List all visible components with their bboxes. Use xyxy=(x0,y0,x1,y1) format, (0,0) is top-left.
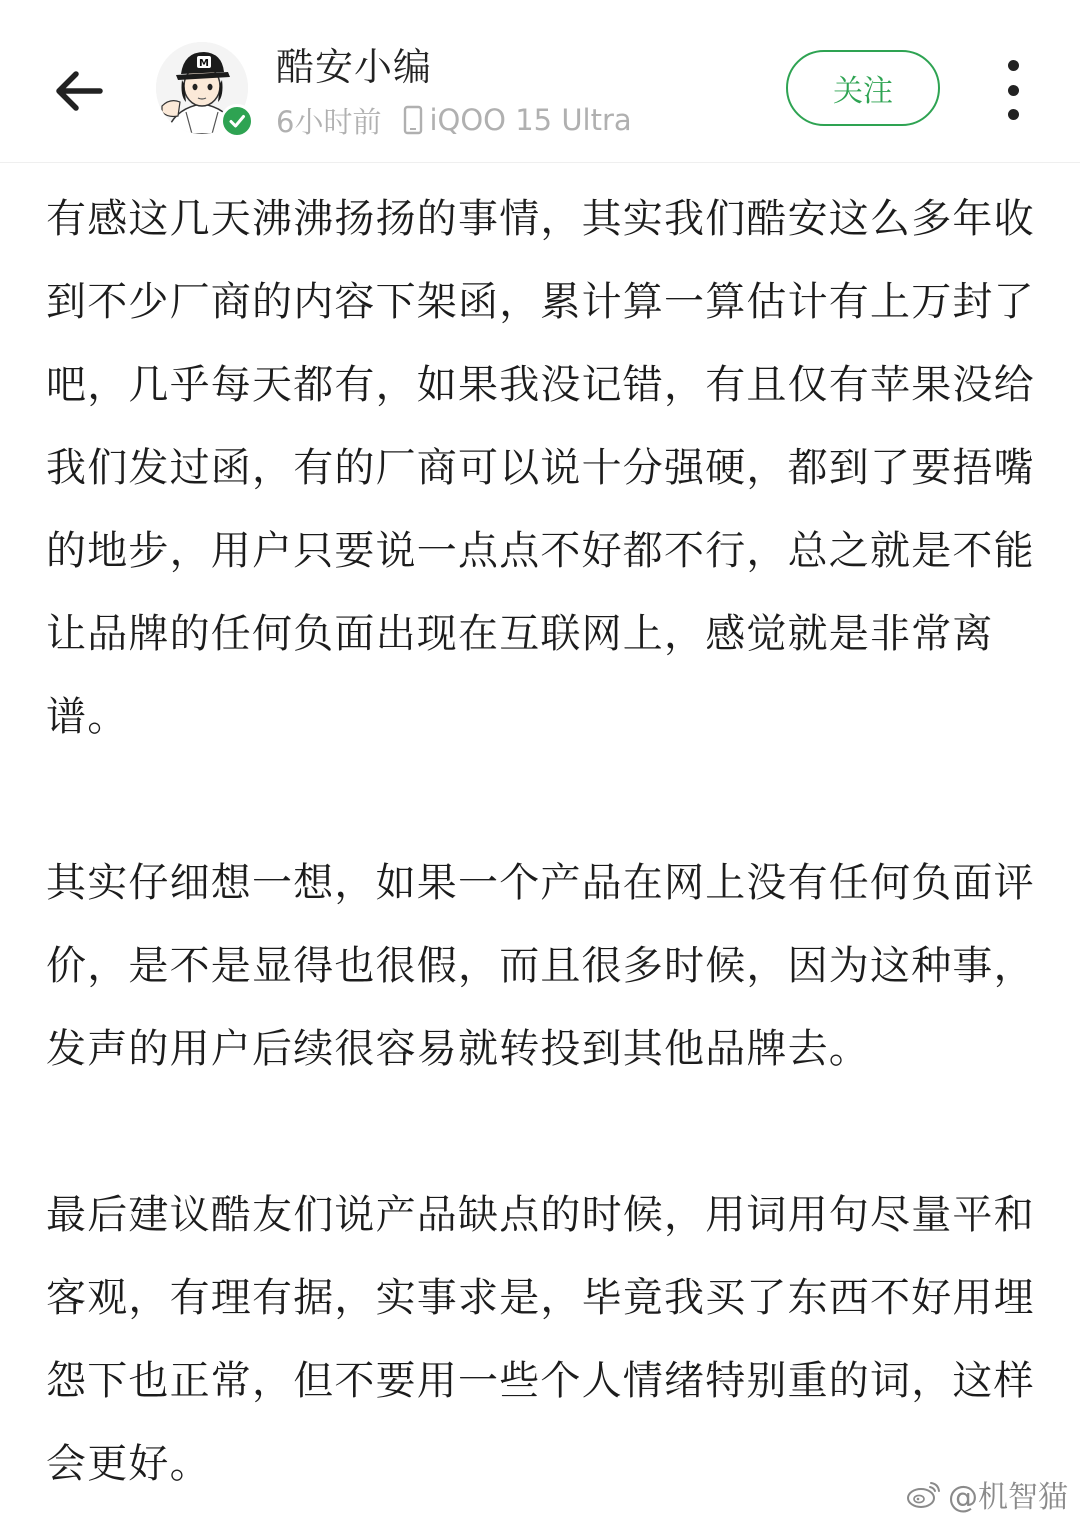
svg-text:M: M xyxy=(199,58,209,69)
post-time: 6小时前 xyxy=(276,104,382,139)
post-paragraph: 最后建议酷友们说产品缺点的时候，用词用句尽量平和客观，有理有据，实事求是，毕竟我买了东西不好用埋怨下也正常，但不要用一些个人情绪特别重的词，这样会更好。 xyxy=(46,1192,1035,1487)
arrow-left-icon xyxy=(54,70,104,112)
post-paragraph: 其实仔细想一想，如果一个产品在网上没有任何负面评价，是不是显得也很假，而且很多时候，因为这种事，发声的用户后续很容易就转投到其他品牌去。 xyxy=(46,860,1035,1072)
verified-check-icon xyxy=(220,104,254,138)
post-header xyxy=(0,0,1080,163)
device-name: iQOO 15 Ultra xyxy=(429,103,632,137)
author-name[interactable]: 酷安小编 xyxy=(276,45,433,89)
follow-button[interactable]: 关注 xyxy=(786,50,940,126)
watermark xyxy=(906,1472,1068,1516)
more-vertical-icon[interactable] xyxy=(990,60,1036,120)
post-meta xyxy=(276,100,632,140)
phone-icon xyxy=(403,105,423,135)
post-paragraph: 有感这几天沸沸扬扬的事情，其实我们酷安这么多年收到不少厂商的内容下架函，累计算一算估计有上万封了吧，几乎每天都有，如果我没记错，有且仅有苹果没给我们发过函，有的厂商可以说十分强硬，都到了要捂嘴的地步，用户只要说一点点不好都不行，总之就是不能让品牌的任何负面出现在互联网上，感觉就是非常离谱。 xyxy=(46,196,1035,740)
watermark-text: @机智猫 xyxy=(948,1480,1068,1515)
post-content xyxy=(46,178,1036,1506)
weibo-icon xyxy=(906,1479,942,1509)
author-avatar-container[interactable] xyxy=(156,42,256,134)
back-button[interactable] xyxy=(40,52,118,130)
device-info xyxy=(403,103,631,137)
